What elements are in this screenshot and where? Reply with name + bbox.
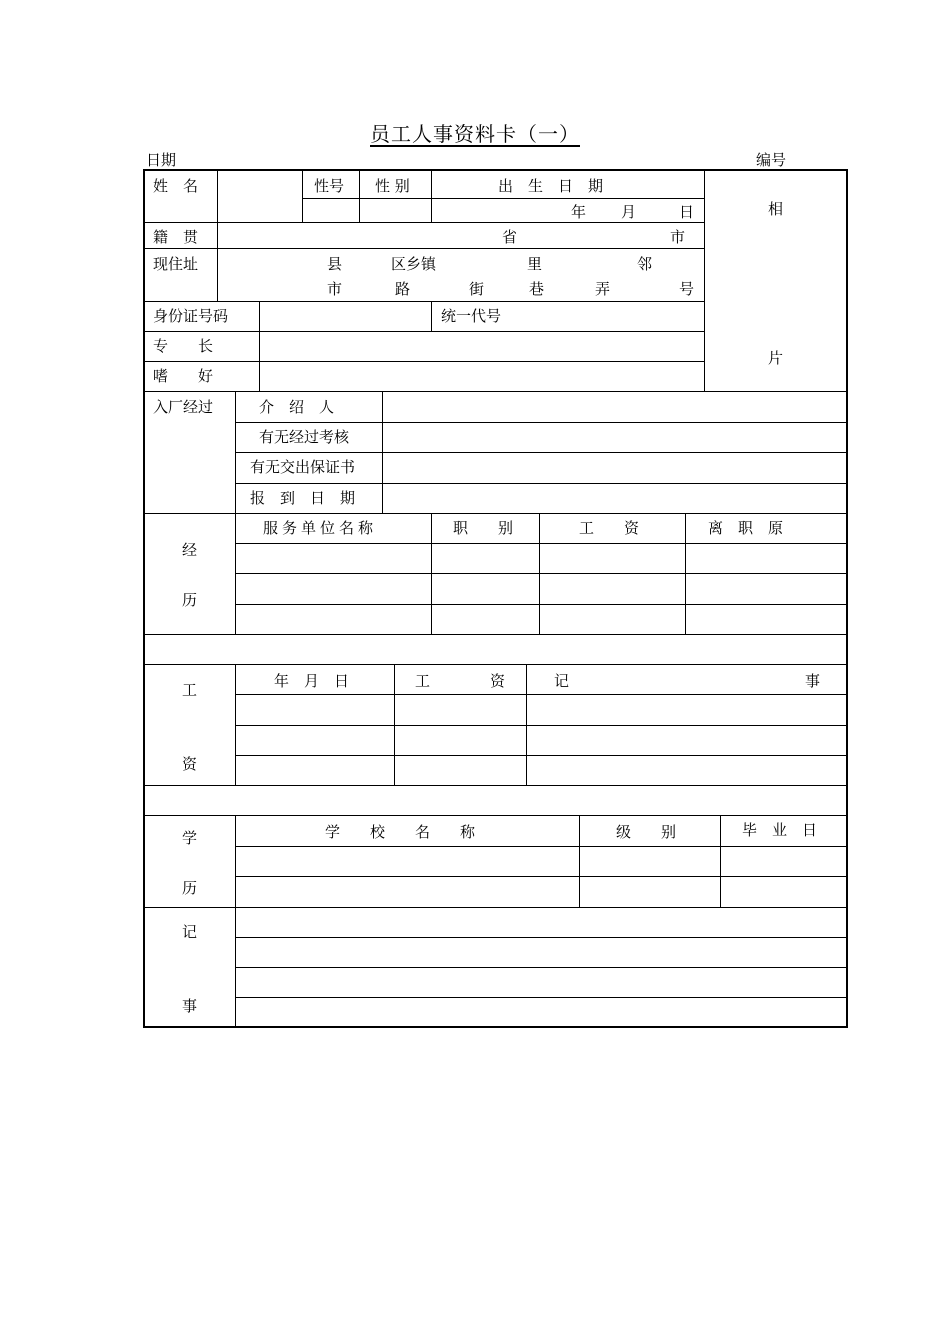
experience-label-bottom: 历 xyxy=(182,591,198,609)
li-label: 里 xyxy=(527,255,543,273)
photo-label-top: 相 xyxy=(768,200,784,218)
education-label-top: 学 xyxy=(182,829,198,847)
street-label: 街 xyxy=(469,280,485,298)
introducer-label: 介 绍 人 xyxy=(259,398,335,416)
birth-year-label: 年 xyxy=(571,203,587,221)
salary-header-record: 记 xyxy=(554,672,570,690)
assessed-label: 有无经过考核 xyxy=(259,428,350,446)
district-town-label: 区乡镇 xyxy=(391,255,437,273)
report-date-label: 报 到 日 期 xyxy=(250,489,356,507)
lin-label: 邻 xyxy=(637,255,653,273)
exp-header-employer: 服务单位名称 xyxy=(263,519,378,537)
entry-process-label: 入厂经过 xyxy=(153,398,214,416)
city-label: 市 xyxy=(670,228,686,246)
address-city-label: 市 xyxy=(327,280,343,298)
exp-header-salary: 工 资 xyxy=(579,519,640,537)
notes-label-top: 记 xyxy=(182,923,198,941)
notes-label-bottom: 事 xyxy=(182,997,198,1015)
unified-code-label: 统一代号 xyxy=(441,307,502,325)
gender-code-label: 性号 xyxy=(314,177,345,195)
hobby-label: 嗜 好 xyxy=(153,367,214,385)
personnel-form-table xyxy=(143,169,848,1028)
lane-label: 巷 xyxy=(529,280,545,298)
salary-header-work: 工 xyxy=(415,672,431,690)
province-label: 省 xyxy=(502,228,518,246)
exp-header-position: 职 别 xyxy=(453,519,514,537)
house-number-label: 号 xyxy=(679,280,695,298)
number-label: 编号 xyxy=(756,151,787,169)
specialty-label: 专 长 xyxy=(153,337,214,355)
address-label: 现住址 xyxy=(153,255,199,273)
gender-label: 性 别 xyxy=(375,177,410,195)
road-label: 路 xyxy=(395,280,411,298)
experience-label-top: 经 xyxy=(182,541,198,559)
salary-header-date: 年 月 日 xyxy=(274,672,350,690)
alley-label: 弄 xyxy=(595,280,611,298)
date-label: 日期 xyxy=(146,151,177,169)
salary-label-top: 工 xyxy=(182,681,198,699)
guarantee-label: 有无交出保证书 xyxy=(250,458,356,476)
native-place-label: 籍 贯 xyxy=(153,228,199,246)
salary-header-pay: 资 xyxy=(490,672,506,690)
edu-header-level: 级 别 xyxy=(616,823,677,841)
salary-label-bottom: 资 xyxy=(182,755,198,773)
edu-header-school: 学 校 名 称 xyxy=(325,823,476,841)
birth-date-label: 出 生 日 期 xyxy=(498,177,604,195)
salary-header-event: 事 xyxy=(805,672,821,690)
education-label-bottom: 历 xyxy=(182,879,198,897)
id-number-label: 身份证号码 xyxy=(153,307,229,325)
edu-header-graduation: 毕 业 日 xyxy=(742,821,818,839)
exp-header-leave-reason: 离 职 原 xyxy=(708,519,784,537)
page-title: 员工人事资料卡（一） xyxy=(370,122,580,146)
photo-label-bottom: 片 xyxy=(768,349,784,367)
birth-day-label: 日 xyxy=(679,203,695,221)
birth-month-label: 月 xyxy=(621,203,637,221)
name-label: 姓 名 xyxy=(153,177,199,195)
county-label: 县 xyxy=(327,255,343,273)
